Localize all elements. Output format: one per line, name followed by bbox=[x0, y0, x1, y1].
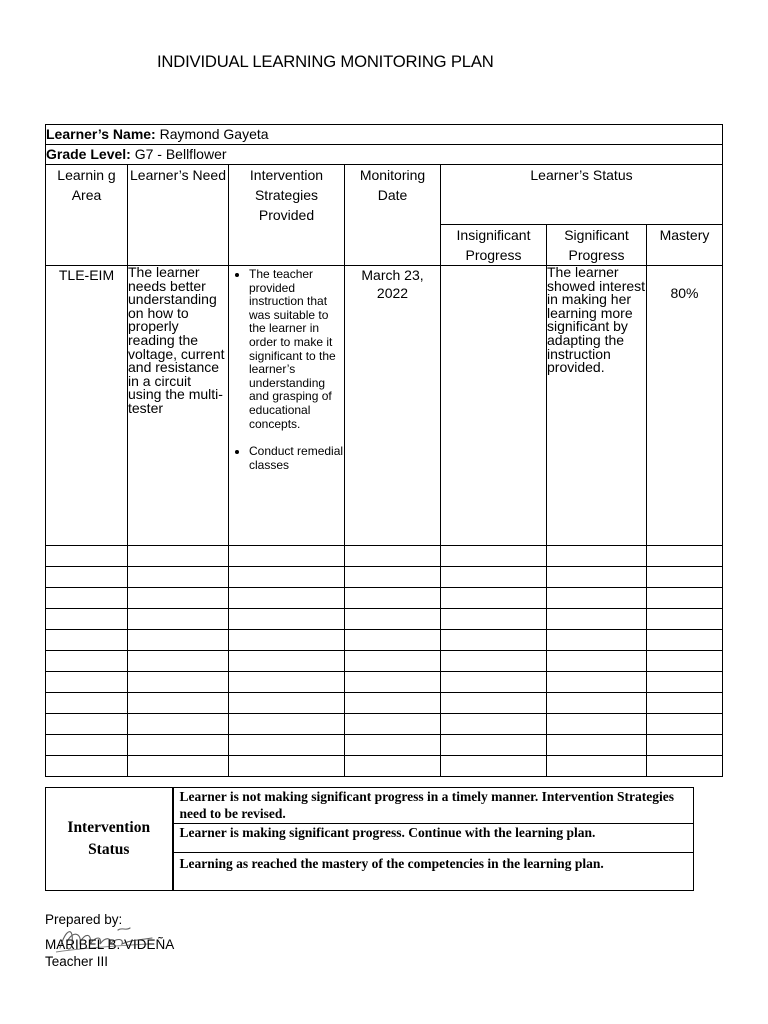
monitoring-date-cell: March 23, 2022 bbox=[345, 266, 441, 546]
status-item-mastery: Learning as reached the mastery of the competencies in the learning plan. bbox=[173, 853, 694, 891]
grade-level-cell bbox=[46, 145, 723, 165]
learner-name-cell bbox=[46, 125, 723, 145]
table-row bbox=[46, 266, 723, 546]
header-significant: Significant Progress bbox=[547, 225, 647, 266]
empty-row bbox=[46, 756, 723, 777]
grade-level-value: G7 - Bellflower bbox=[130, 146, 227, 162]
insignificant-cell bbox=[441, 266, 547, 546]
empty-row bbox=[46, 546, 723, 567]
signature-icon bbox=[52, 922, 162, 956]
header-mastery: Mastery bbox=[647, 225, 723, 266]
significant-cell: The learner showed interest in making her learning more significant by adapting the instruction provided. bbox=[547, 266, 647, 546]
signatory-position: Teacher III bbox=[45, 954, 109, 969]
empty-row bbox=[46, 588, 723, 609]
header-learning-area: Learnin g Area bbox=[46, 165, 128, 266]
empty-row bbox=[46, 735, 723, 756]
learning-area-cell: TLE-EIM bbox=[46, 266, 128, 546]
monitoring-plan-table bbox=[45, 124, 723, 777]
empty-row bbox=[46, 609, 723, 630]
header-monitoring-date: Monitoring Date bbox=[345, 165, 441, 266]
document-title: INDIVIDUAL LEARNING MONITORING PLAN bbox=[157, 52, 494, 71]
learner-name-label: Learner’s Name: bbox=[46, 126, 156, 142]
empty-row bbox=[46, 567, 723, 588]
learner-name-value: Raymond Gayeta bbox=[155, 126, 269, 142]
grade-level-row bbox=[46, 145, 723, 165]
mastery-cell: 80% bbox=[647, 266, 723, 546]
header-insignificant: Insignificant Progress bbox=[441, 225, 547, 266]
empty-row bbox=[46, 672, 723, 693]
grade-level-label: Grade Level: bbox=[46, 146, 131, 162]
header-strategies: Intervention Strategies Provided bbox=[229, 165, 345, 266]
strategies-cell bbox=[229, 266, 345, 546]
list-item: • Conduct remedial classes bbox=[249, 445, 344, 472]
learner-name-row bbox=[46, 125, 723, 145]
list-item: • The teacher provided instruction that was suitable to the learner in order to make it significant to the learner’s understanding and grasping of educational concepts. bbox=[249, 268, 344, 431]
empty-row bbox=[46, 693, 723, 714]
header-learners-status: Learner’s Status bbox=[441, 165, 723, 225]
intervention-status-table bbox=[45, 787, 694, 891]
intervention-status-label: Intervention Status bbox=[46, 788, 173, 891]
empty-row bbox=[46, 651, 723, 672]
prepared-by-label: Prepared by: bbox=[45, 912, 123, 927]
empty-row bbox=[46, 714, 723, 735]
status-item-revise: Learner is not making significant progress in a timely manner. Intervention Strategies need to be revised. bbox=[173, 788, 694, 824]
header-learners-need: Learner’s Need bbox=[128, 165, 229, 266]
learners-need-cell: The learner needs better understanding on how to properly reading the voltage, current and resistance in a circuit using the multi-tester bbox=[128, 266, 229, 546]
strategies-list bbox=[229, 268, 344, 472]
empty-row bbox=[46, 630, 723, 651]
status-item-continue: Learner is making significant progress. Continue with the learning plan. bbox=[173, 824, 694, 853]
signatory-name: MARIBEL B. VIDEÑA bbox=[45, 937, 175, 952]
header-row bbox=[46, 165, 723, 225]
